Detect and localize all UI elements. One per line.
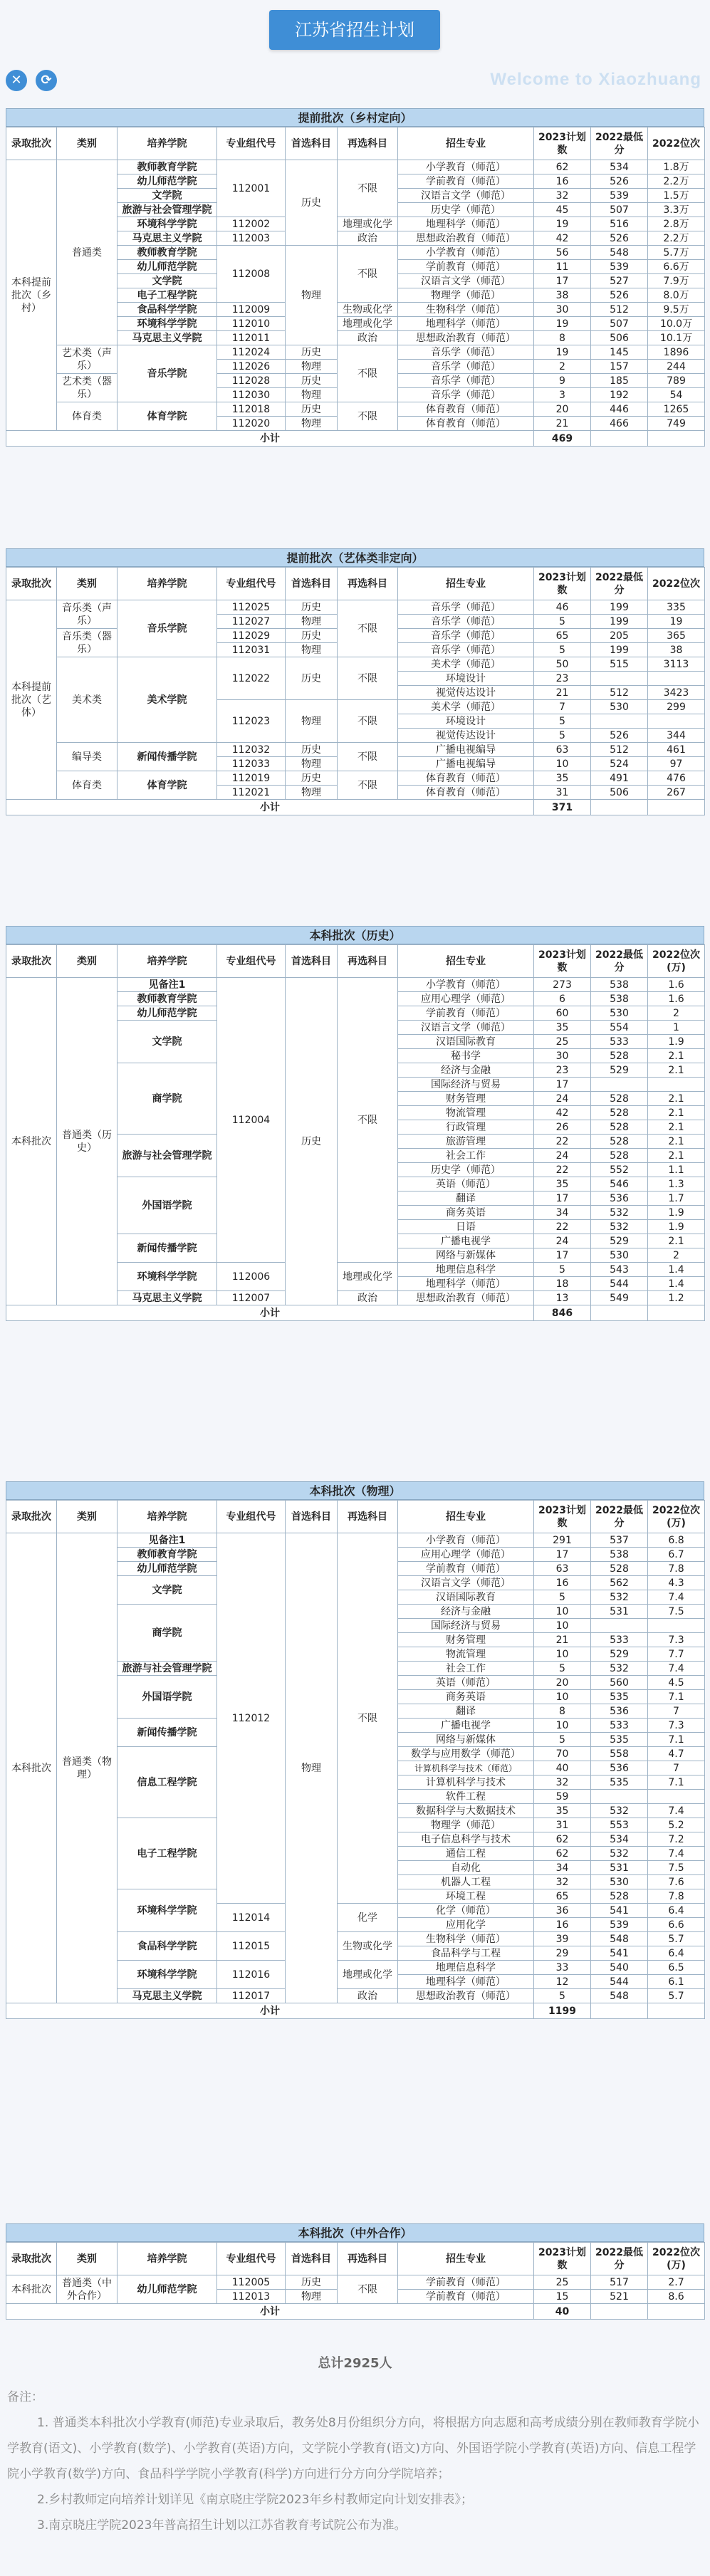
header-row: 录取批次 类别 培养学院 专业组代号 首选科目 再选科目 招生专业 2023计划数 2022最低分 2022位次(万) [6,1501,705,1533]
table-row: 马克思主义学院 112017 政治 思想政治教育（师范） 5 548 5.7 [6,1989,705,2003]
note-3: 3.南京晓庄学院2023年普高招生计划以江苏省教育考试院公布为准。 [37,2518,407,2533]
table-row: 视觉传达设计 21 512 3423 [6,686,705,700]
table-row: 电子信息科学与技术 62 534 7.2 [6,1832,705,1847]
table-row: 应用化学 16 539 6.6 [6,1918,705,1932]
subtotal-row: 小计 1199 [6,2003,705,2019]
table-row: 机器人工程 32 530 7.6 [6,1875,705,1889]
table-row: 食品科学学院 112009 生物或化学 生物科学（师范） 30 512 9.5万 [6,303,705,317]
section-physics [6,1481,704,2019]
table-row: 汉语国际教育 25 533 1.9 [6,1035,705,1049]
table-row: 环境设计 23 [6,672,705,686]
table-row: 环境科学学院 112016 地理或化学 地理信息科学 33 540 6.5 [6,1961,705,1975]
table-row: 文学院 汉语言文学（师范） 16 562 4.3 [6,1576,705,1590]
table-row: 财务管理 24 528 2.1 [6,1092,705,1106]
table-row: 软件工程 59 [6,1790,705,1804]
table-row: 文学院 汉语言文学（师范） 32 539 1.5万 [6,189,705,203]
table-row: 历史学（师范） 22 552 1.1 [6,1163,705,1177]
table-row: 音乐类（器乐） 112029 历史 音乐学（师范） 65 205 365 [6,629,705,643]
table-row: 美术类 美术学院 112022 历史 不限 美术学（师范） 50 515 3113 [6,657,705,672]
subtotal-row: 小计 846 [6,1305,705,1321]
table-row: 马克思主义学院 112011 政治 思想政治教育（师范） 8 506 10.1万 [6,331,705,345]
table-row: 国际经济与贸易 17 [6,1078,705,1092]
plan-table [6,944,705,1321]
note-2: 2.乡村教师定向培养计划详见《南京晓庄学院2023年乡村教师定向计划安排表》； [37,2493,473,2507]
table-row: 体育类 体育学院 112019 历史 不限 体育教育（师范） 35 491 476 [6,771,705,786]
table-row: 环境科学学院 112002 地理或化学 地理科学（师范） 19 516 2.8万 [6,217,705,231]
table-row: 环境设计 5 [6,714,705,729]
table-row: 112023 物理 不限 美术学（师范） 7 530 299 [6,700,705,714]
table-row: 行政管理 26 528 2.1 [6,1120,705,1135]
table-row: 旅游与社会管理学院 历史学（师范） 45 507 3.3万 [6,203,705,217]
table-row: 自动化 34 531 7.5 [6,1861,705,1875]
table-row: 环境科学学院 环境工程 65 528 7.8 [6,1889,705,1904]
table-row: 教师教育学院 应用心理学（师范） 6 538 1.6 [6,992,705,1006]
table-row: 日语 22 532 1.9 [6,1220,705,1234]
table-row: 商学院 经济与金融 23 529 2.1 [6,1063,705,1078]
table-row: 112021 物理 体育教育（师范） 31 506 267 [6,786,705,800]
table-row: 马克思主义学院 112007 政治 思想政治教育（师范） 13 549 1.2 [6,1291,705,1305]
icon-bar [6,70,57,91]
header-row: 录取批次 类别 培养学院 专业组代号 首选科目 再选科目 招生专业 2023计划数 2022最低分 2022位次 [6,127,705,160]
plan-table [6,567,705,815]
table-row: 信息工程学院 数学与应用数学（师范） 70 558 4.7 [6,1747,705,1761]
table-row: 文学院 汉语言文学（师范） 17 527 7.9万 [6,274,705,288]
table-row: 网络与新媒体 5 535 7.1 [6,1733,705,1747]
table-row: 本科提前批次（艺体） 音乐类（声乐） 音乐学院 112025 历史 不限 音乐学（师范） 46 199 335 [6,600,705,615]
table-row: 幼儿师范学院 学前教育（师范） 11 539 6.6万 [6,260,705,274]
table-row: 本科批次 普通类（物理） 见备注1 112012 物理 不限 小学教育（师范） 291 537 6.8 [6,1533,705,1548]
notes-label: 备注： [7,2390,43,2404]
section-title: 本科批次（历史） [6,926,704,944]
table-row: 本科提前批次（乡村） 普通类 教师教育学院 112001 历史 不限 小学教育（师范） 62 534 1.8万 [6,160,705,174]
table-row: 地理科学（师范） 12 544 6.1 [6,1975,705,1989]
table-row: 财务管理 21 533 7.3 [6,1633,705,1647]
table-row: 幼儿师范学院 学前教育（师范） 63 528 7.8 [6,1562,705,1576]
table-row: 112020 物理 体育教育（师范） 21 466 749 [6,417,705,431]
table-row: 食品科学学院 112015 生物或化学 生物科学（师范） 39 548 5.7 [6,1932,705,1946]
table-row: 幼儿师范学院 学前教育（师范） 16 526 2.2万 [6,174,705,189]
section-art-sports-early [6,548,704,815]
table-row: 本科批次 普通类（历史） 见备注1 112004 历史 不限 小学教育（师范） 273 538 1.6 [6,978,705,992]
table-row: 112031 物理 音乐学（师范） 5 199 38 [6,643,705,657]
table-row: 本科批次 普通类（中外合作） 幼儿师范学院 112005 历史 不限 学前教育（师范） 25 517 2.7 [6,2275,705,2290]
subtotal-row: 小计 371 [6,800,705,815]
subtotal-row: 小计 40 [6,2304,705,2320]
table-row: 艺术类（器乐） 112028 历史 音乐学（师范） 9 185 789 [6,374,705,388]
table-row: 翻译 17 536 1.7 [6,1191,705,1206]
header-row: 录取批次 类别 培养学院 专业组代号 首选科目 再选科目 招生专业 2023计划数 2022最低分 2022位次 [6,568,705,600]
header-row: 录取批次 类别 培养学院 专业组代号 首选科目 再选科目 招生专业 2023计划数 2022最低分 2022位次(万) [6,945,705,978]
table-row: 地理科学（师范） 18 544 1.4 [6,1277,705,1291]
table-row: 商务英语 34 532 1.9 [6,1206,705,1220]
table-row: 教师教育学院 112008 物理 不限 小学教育（师范） 56 548 5.7万 [6,246,705,260]
subtotal-row: 小计 469 [6,431,705,447]
table-row: 电子工程学院 物理学（师范） 31 553 5.2 [6,1818,705,1832]
plan-table [6,1500,705,2019]
section-title: 本科批次（物理） [6,1481,704,1500]
table-row: 秘书学 30 528 2.1 [6,1049,705,1063]
table-row: 商务英语 10 535 7.1 [6,1690,705,1704]
table-row: 物流管理 42 528 2.1 [6,1106,705,1120]
table-row: 112027 物理 音乐学（师范） 5 199 19 [6,615,705,629]
plan-table [6,127,705,447]
table-row: 教师教育学院 应用心理学（师范） 17 538 6.7 [6,1548,705,1562]
table-row: 电子工程学院 物理学（师范） 38 526 8.0万 [6,288,705,303]
table-row: 外国语学院 英语（师范） 35 546 1.3 [6,1177,705,1191]
section-title: 提前批次（艺体类非定向） [6,548,704,567]
table-row: 食品科学与工程 29 541 6.4 [6,1946,705,1961]
refresh-icon[interactable]: ⟳ [36,70,57,91]
close-icon[interactable]: ✕ [6,70,27,91]
note-1: 1. 普通类本科批次小学教育(师范)专业录取后，教务处8月份组织分方向，将根据方向志愿和高考成绩分别在教师教育学院小学教育(语文)、小学教育(数学)、小学教育(英语)方向，文学院小学教育(语文)方向、外国语学院小学教育(英语)方向、信息工程学院小学教育(数学)方向、食品科学学院小学教育(科学)方向进行分方向分学院培养； [7,2416,699,2481]
grand-total: 总计2925人 [318,2356,392,2371]
section-title: 提前批次（乡村定向） [6,108,704,127]
table-row: 112014 化学 化学（师范） 36 541 6.4 [6,1904,705,1918]
table-row: 商学院 经济与金融 10 531 7.5 [6,1605,705,1619]
table-row: 环境科学学院 112010 地理或化学 地理科学（师范） 19 507 10.0万 [6,317,705,331]
table-row: 艺术类（声乐） 音乐学院 112024 历史 不限 音乐学（师范） 19 145 1896 [6,345,705,360]
table-row: 112033 物理 广播电视编导 10 524 97 [6,757,705,771]
section-rural-early [6,108,704,447]
table-row: 计算机科学与技术（师范） 40 536 7 [6,1761,705,1775]
table-row: 视觉传达设计 5 526 344 [6,729,705,743]
section-history [6,926,704,1321]
table-row: 体育类 体育学院 112018 历史 不限 体育教育（师范） 20 446 1265 [6,402,705,417]
table-row: 数据科学与大数据技术 35 532 7.4 [6,1804,705,1818]
page-title: 江苏省招生计划 [269,10,440,50]
table-row: 环境科学学院 112006 地理或化学 地理信息科学 5 543 1.4 [6,1263,705,1277]
table-row: 新闻传播学院 广播电视学 24 529 2.1 [6,1234,705,1248]
table-row: 物流管理 10 529 7.7 [6,1647,705,1662]
welcome-text: Welcome to Xiaozhuang [490,70,701,89]
table-row: 翻译 8 536 7 [6,1704,705,1719]
table-row: 112030 物理 音乐学（师范） 3 192 54 [6,388,705,402]
notes [7,2384,701,2538]
table-row: 幼儿师范学院 学前教育（师范） 60 530 2 [6,1006,705,1021]
plan-table [6,2242,705,2320]
table-row: 马克思主义学院 112003 政治 思想政治教育（师范） 42 526 2.2万 [6,231,705,246]
table-row: 计算机科学与技术 32 535 7.1 [6,1775,705,1790]
table-row: 网络与新媒体 17 530 2 [6,1248,705,1263]
table-row: 旅游与社会管理学院 社会工作 5 532 7.4 [6,1662,705,1676]
table-row: 外国语学院 英语（师范） 20 560 4.5 [6,1676,705,1690]
header-row: 录取批次 类别 培养学院 专业组代号 首选科目 再选科目 招生专业 2023计划数 2022最低分 2022位次(万) [6,2243,705,2275]
table-row: 国际经济与贸易 10 [6,1619,705,1633]
section-title: 本科批次（中外合作） [6,2223,704,2242]
table-row: 旅游与社会管理学院 旅游管理 22 528 2.1 [6,1135,705,1149]
table-row: 编导类 新闻传播学院 112032 历史 不限 广播电视编导 63 512 461 [6,743,705,757]
table-row: 112013 物理 学前教育（师范） 15 521 8.6 [6,2290,705,2304]
table-row: 112026 物理 音乐学（师范） 2 157 244 [6,360,705,374]
table-row: 通信工程 62 532 7.4 [6,1847,705,1861]
table-row: 社会工作 24 528 2.1 [6,1149,705,1163]
table-row: 汉语国际教育 5 532 7.4 [6,1590,705,1605]
table-row: 文学院 汉语言文学（师范） 35 554 1 [6,1021,705,1035]
section-sino-foreign [6,2223,704,2320]
table-row: 新闻传播学院 广播电视学 10 533 7.3 [6,1719,705,1733]
